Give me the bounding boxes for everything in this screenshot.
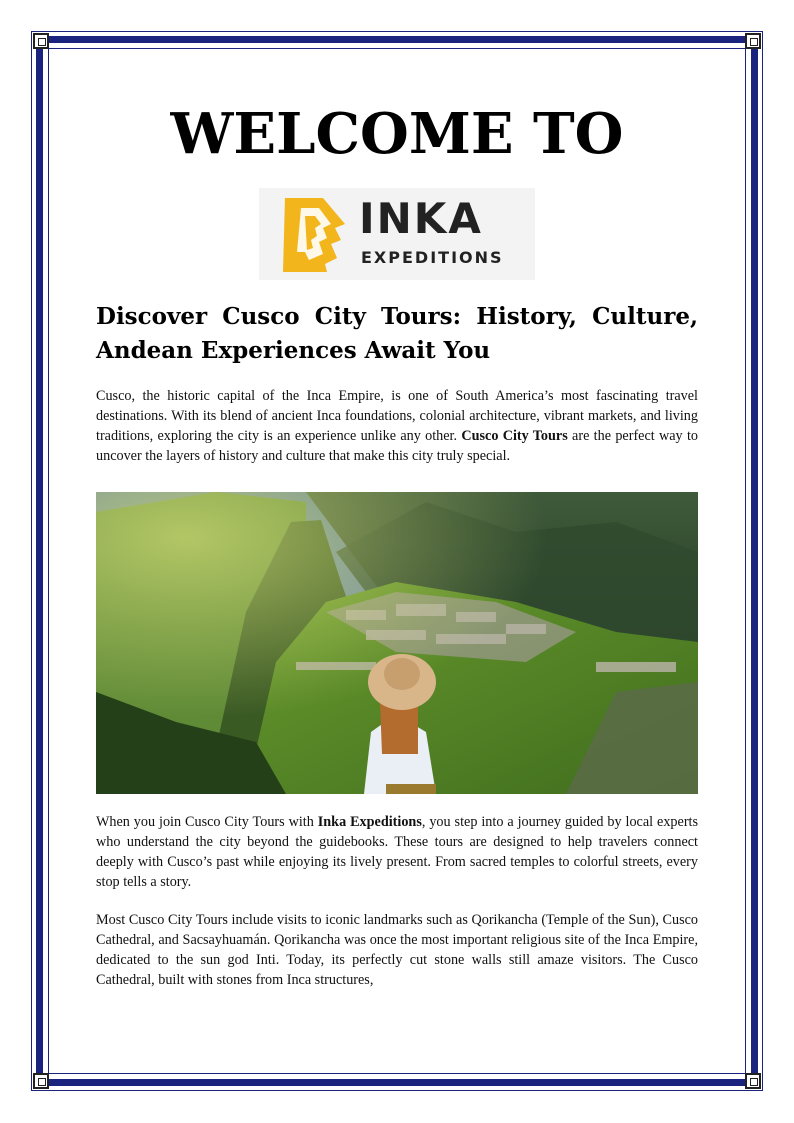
article-headline: Discover Cusco City Tours: History, Culture, Andean Experiences Await You <box>96 303 698 364</box>
document-content <box>96 96 698 990</box>
corner-ornament-top-right <box>745 33 761 49</box>
machu-picchu-photo <box>96 492 698 794</box>
corner-ornament-bottom-right <box>745 1073 761 1089</box>
corner-ornament-bottom-left <box>33 1073 49 1089</box>
inka-expeditions-logo[interactable] <box>259 188 535 280</box>
inka-expeditions-emphasis: Inka Expeditions <box>317 814 422 830</box>
corner-ornament-top-left <box>33 33 49 49</box>
logo-subtitle: EXPEDITIONS <box>361 248 504 267</box>
paragraph-inka-expeditions-lead: When you join Cusco City Tours with <box>96 814 318 830</box>
welcome-title: WELCOME TO <box>170 101 624 167</box>
paragraph-inka-expeditions <box>96 812 698 892</box>
paragraph-intro <box>96 386 698 466</box>
paragraph-intro-tail: are the perfect way to uncover the layers of history and culture that make this city truly special. <box>96 428 698 464</box>
logo-wordmark: INKA <box>359 194 483 243</box>
paragraph-landmarks: Most Cusco City Tours include visits to iconic landmarks such as Qorikancha (Temple of the Sun), Cusco Cathedral, and Sacsayhuamán. Qorikancha was once the most important religious site of the Inca Empire, dedicated to the sun god Inti. Today, its perfectly cut stone walls still amaze visitors. The Cusco Cathedral, built with stones from Inca structures, <box>96 912 698 988</box>
paragraph-intro-text: Cusco, the historic capital of the Inca Empire, is one of South America’s most fascinating travel destinations. With its blend of ancient Inca foundations, colonial architecture, vibrant markets, and living traditions, exploring the city is an experience unlike any other. <box>96 388 698 444</box>
cusco-city-tours-emphasis: Cusco City Tours <box>461 428 568 444</box>
paragraph-inka-expeditions-tail: , you step into a journey guided by local experts who understand the city beyond the guidebooks. These tours are designed to help travelers connect deeply with Cusco’s past while enjoying its lively present. From sacred temples to colorful streets, every stop tells a story. <box>96 814 699 890</box>
inca-warrior-profile-icon <box>275 194 353 276</box>
